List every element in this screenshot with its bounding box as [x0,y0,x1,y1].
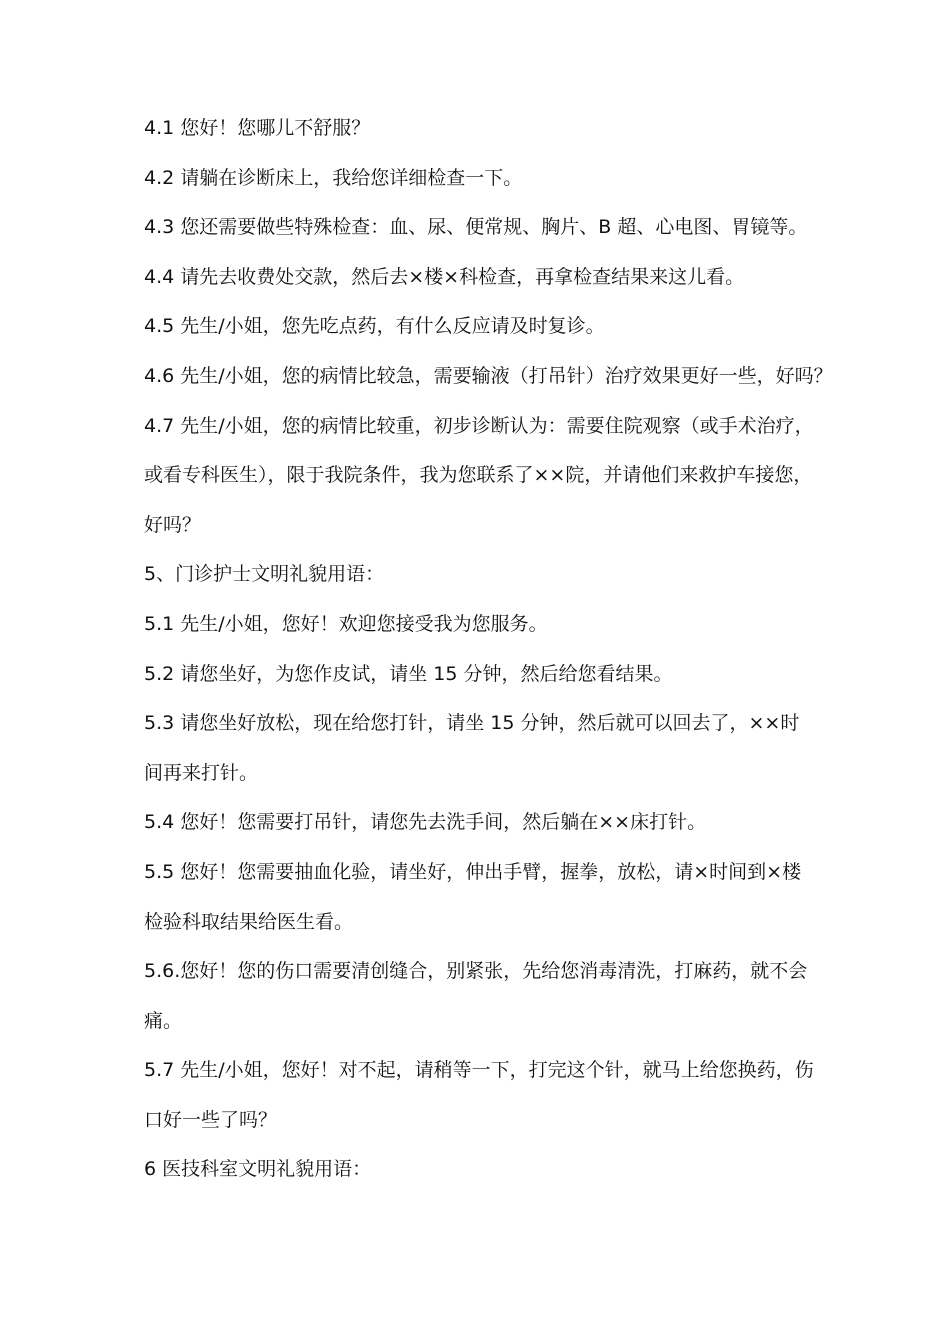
section-heading-5: 5、门诊护士文明礼貌用语： [144,563,385,586]
text-line-5-3-part-2: 间再来打针。 [144,761,259,784]
text-line-5-1: 5.1 先生/小姐，您好！欢迎您接受我为您服务。 [144,612,548,635]
text-line-4-7-part-3: 好吗？ [144,513,202,536]
text-line-5-6-part-2: 痛。 [144,1009,183,1032]
text-line-5-7-part-1: 5.7 先生/小姐，您好！对不起，请稍等一下，打完这个针，就马上给您换药，伤 [144,1059,814,1082]
text-line-4-6: 4.6 先生/小姐，您的病情比较急，需要输液（打吊针）治疗效果更好一些，好吗？ [144,364,833,387]
section-heading-6: 6 医技科室文明礼貌用语： [144,1158,372,1181]
document-body [144,116,833,1207]
text-line-4-5: 4.5 先生/小姐，您先吃点药，有什么反应请及时复诊。 [144,315,605,338]
text-line-4-1: 4.1 您好！您哪儿不舒服？ [144,117,371,139]
text-line-5-7-part-2: 口好一些了吗？ [144,1108,278,1131]
text-line-4-3: 4.3 您还需要做些特殊检查：血、尿、便常规、胸片、B 超、心电图、胃镜等。 [144,216,808,239]
text-line-5-5-part-2: 检验科取结果给医生看。 [144,910,354,933]
text-line-4-2: 4.2 请躺在诊断床上，我给您详细检查一下。 [144,166,523,189]
text-line-5-4: 5.4 您好！您需要打吊针，请您先去洗手间，然后躺在××床打针。 [144,811,707,834]
text-line-4-7-part-1: 4.7 先生/小姐，您的病情比较重，初步诊断认为：需要住院观察（或手术治疗， [144,414,814,437]
text-line-5-3-part-1: 5.3 请您坐好放松，现在给您打针，请坐 15 分钟，然后就可以回去了，××时 [144,712,800,735]
text-line-5-2: 5.2 请您坐好，为您作皮试，请坐 15 分钟，然后给您看结果。 [144,662,673,685]
text-line-5-6-part-1: 5.6.您好！您的伤口需要清创缝合，别紧张，先给您消毒清洗，打麻药，就不会 [144,960,808,983]
text-line-4-7-part-2: 或看专科医生），限于我院条件，我为您联系了××院，并请他们来救护车接您， [144,464,813,487]
text-line-4-4: 4.4 请先去收费处交款，然后去×楼×科检查，再拿检查结果来这儿看。 [144,265,745,288]
text-line-5-5-part-1: 5.5 您好！您需要抽血化验，请坐好，伸出手臂，握拳，放松，请×时间到×楼 [144,860,802,883]
